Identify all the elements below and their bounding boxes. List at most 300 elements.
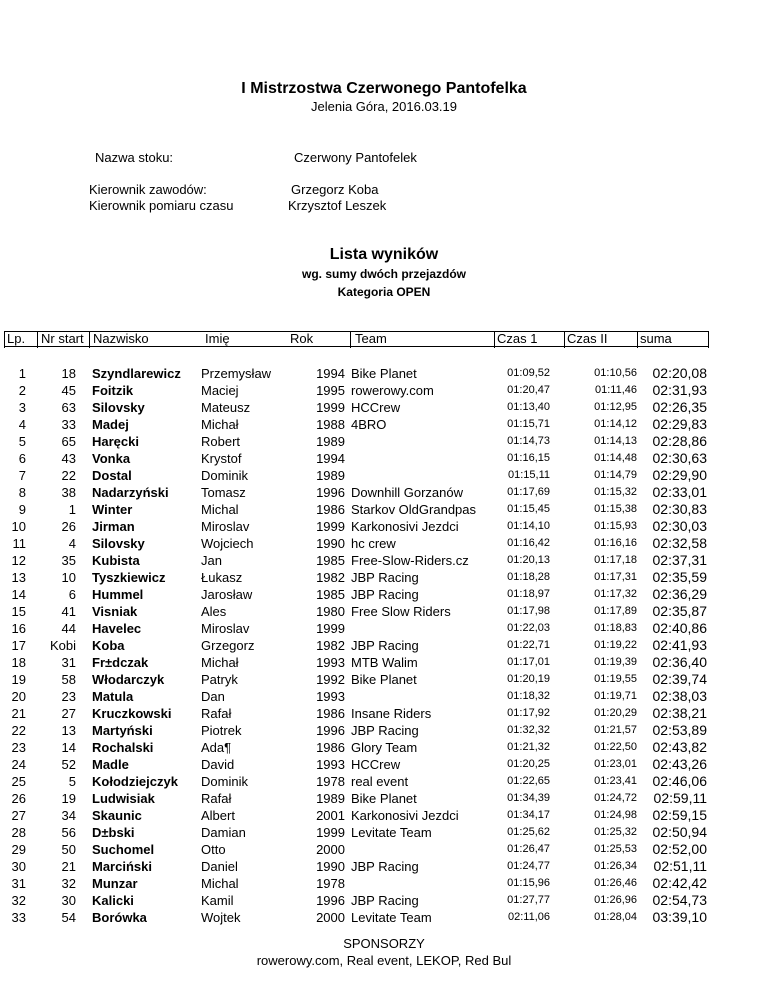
cell-rok: 1993 [316, 689, 345, 704]
col-czas1: Czas 1 [497, 331, 538, 346]
table-row [0, 518, 768, 535]
col-lp: Lp. [7, 331, 26, 346]
table-row [0, 603, 768, 620]
cell-nazwisko: Vonka [92, 451, 131, 466]
cell-team: Insane Riders [351, 706, 432, 721]
table-row [0, 722, 768, 739]
cell-czas1: 01:17,69 [507, 486, 550, 498]
cell-rok: 1985 [316, 553, 345, 568]
col-imie: Imię [205, 331, 230, 346]
cell-nr-start: 14 [61, 740, 76, 755]
cell-czas1: 01:34,39 [507, 792, 550, 804]
cell-imie: Łukasz [201, 570, 243, 585]
cell-suma: 02:29,83 [652, 416, 707, 432]
cell-lp: 33 [11, 910, 26, 925]
cell-nazwisko: Hummel [92, 587, 144, 602]
cell-nr-start: 31 [61, 655, 76, 670]
cell-czas2: 01:21,57 [594, 724, 637, 736]
cell-czas2: 01:19,55 [594, 673, 637, 685]
table-row [0, 501, 768, 518]
cell-imie: David [201, 757, 235, 772]
table-row [0, 467, 768, 484]
table-row [0, 892, 768, 909]
cell-czas1: 01:24,77 [507, 860, 550, 872]
cell-czas2: 01:17,32 [594, 588, 637, 600]
cell-nazwisko: Madle [92, 757, 129, 772]
cell-czas1: 01:17,98 [507, 605, 550, 617]
cell-czas2: 01:14,48 [594, 452, 637, 464]
category-label: Kategoria OPEN [337, 285, 431, 299]
table-row [0, 654, 768, 671]
cell-suma: 02:31,93 [652, 382, 707, 398]
table-row [0, 620, 768, 637]
cell-nazwisko: Martyński [92, 723, 153, 738]
cell-czas1: 01:27,77 [507, 894, 550, 906]
cell-czas2: 01:24,98 [594, 809, 637, 821]
cell-czas2: 01:14,13 [594, 435, 637, 447]
cell-czas2: 01:15,38 [594, 503, 637, 515]
cell-nr-start: 58 [61, 672, 76, 687]
cell-czas2: 01:12,95 [594, 401, 637, 413]
cell-imie: Rafał [201, 706, 232, 721]
cell-czas1: 01:22,71 [507, 639, 550, 651]
cell-czas2: 01:10,56 [594, 367, 637, 379]
cell-nr-start: 43 [61, 451, 76, 466]
cell-suma: 02:59,15 [652, 807, 707, 823]
table-row [0, 858, 768, 875]
cell-rok: 1985 [316, 587, 345, 602]
cell-imie: Piotrek [201, 723, 242, 738]
cell-team: HCCrew [351, 400, 401, 415]
cell-lp: 17 [11, 638, 26, 653]
cell-czas2: 01:26,34 [594, 860, 637, 872]
cell-team: hc crew [351, 536, 396, 551]
page-title: I Mistrzostwa Czerwonego Pantofelka [241, 80, 527, 97]
cell-lp: 2 [18, 383, 26, 398]
cell-suma: 03:39,10 [652, 909, 707, 925]
cell-rok: 1993 [316, 757, 345, 772]
cell-suma: 02:39,74 [652, 671, 707, 687]
cell-nazwisko: Havelec [92, 621, 142, 636]
cell-czas2: 01:26,96 [594, 894, 637, 906]
cell-imie: Daniel [201, 859, 238, 874]
cell-imie: Miroslav [201, 621, 250, 636]
cell-lp: 4 [18, 417, 26, 432]
cell-nr-start: 27 [61, 706, 76, 721]
cell-nazwisko: Ludwisiak [92, 791, 155, 806]
cell-team: Bike Planet [351, 672, 417, 687]
table-row [0, 569, 768, 586]
cell-czas2: 01:26,46 [594, 877, 637, 889]
cell-nr-start: 56 [61, 825, 76, 840]
cell-nazwisko: Tyszkiewicz [92, 570, 166, 585]
cell-imie: Otto [201, 842, 226, 857]
cell-czas1: 01:13,40 [507, 401, 550, 413]
header-divider [708, 331, 709, 348]
cell-suma: 02:38,21 [652, 705, 707, 721]
cell-team: JBP Racing [351, 893, 419, 908]
cell-imie: Damian [201, 825, 246, 840]
cell-nr-start: 21 [61, 859, 76, 874]
cell-czas1: 01:15,45 [507, 503, 550, 515]
cell-czas2: 01:24,72 [594, 792, 637, 804]
cell-nazwisko: Foitzik [92, 383, 134, 398]
cell-imie: Przemysław [201, 366, 272, 381]
cell-rok: 1994 [316, 451, 345, 466]
cell-nr-start: 52 [61, 757, 76, 772]
cell-lp: 32 [11, 893, 26, 908]
cell-nr-start: 22 [61, 468, 76, 483]
cell-suma: 02:30,03 [652, 518, 707, 534]
cell-nr-start: 1 [68, 502, 76, 517]
col-nazwisko: Nazwisko [93, 331, 149, 346]
cell-czas2: 01:15,32 [594, 486, 637, 498]
cell-rok: 1993 [316, 655, 345, 670]
cell-czas1: 01:15,96 [507, 877, 550, 889]
cell-lp: 31 [11, 876, 26, 891]
cell-imie: Mateusz [201, 400, 251, 415]
cell-nr-start: 54 [61, 910, 76, 925]
cell-lp: 6 [18, 451, 26, 466]
cell-czas2: 01:19,71 [594, 690, 637, 702]
cell-nazwisko: Munzar [92, 876, 138, 891]
cell-nr-start: 41 [61, 604, 76, 619]
cell-rok: 1982 [316, 638, 345, 653]
cell-czas1: 01:09,52 [507, 367, 550, 379]
cell-lp: 10 [11, 519, 26, 534]
cell-lp: 22 [11, 723, 26, 738]
col-nr-start: Nr start [41, 331, 84, 346]
cell-nr-start: 65 [61, 434, 76, 449]
cell-czas1: 01:20,47 [507, 384, 550, 396]
cell-lp: 13 [11, 570, 26, 585]
cell-suma: 02:38,03 [652, 688, 707, 704]
cell-rok: 1996 [316, 893, 345, 908]
cell-nazwisko: Visniak [92, 604, 138, 619]
header-divider [494, 331, 495, 348]
table-row [0, 773, 768, 790]
cell-team: JBP Racing [351, 587, 419, 602]
cell-nazwisko: Fr±dczak [92, 655, 149, 670]
cell-imie: Krystof [201, 451, 242, 466]
cell-czas2: 01:28,04 [594, 911, 637, 923]
cell-czas1: 01:26,47 [507, 843, 550, 855]
header-divider [4, 331, 5, 348]
cell-czas2: 01:17,18 [594, 554, 637, 566]
cell-czas1: 01:16,42 [507, 537, 550, 549]
table-row [0, 790, 768, 807]
cell-rok: 2001 [316, 808, 345, 823]
cell-nazwisko: D±bski [92, 825, 135, 840]
cell-czas1: 01:17,92 [507, 707, 550, 719]
cell-nr-start: 23 [61, 689, 76, 704]
cell-czas2: 01:25,53 [594, 843, 637, 855]
cell-imie: Maciej [201, 383, 239, 398]
cell-czas1: 02:11,06 [507, 911, 550, 923]
cell-suma: 02:36,40 [652, 654, 707, 670]
cell-nr-start: Kobi [49, 638, 76, 653]
cell-team: Bike Planet [351, 791, 417, 806]
cell-lp: 25 [11, 774, 26, 789]
timing-value: Krzysztof Leszek [288, 198, 387, 213]
cell-team: Glory Team [351, 740, 418, 755]
cell-lp: 14 [11, 587, 26, 602]
cell-suma: 02:43,26 [652, 756, 707, 772]
cell-nr-start: 32 [61, 876, 76, 891]
cell-imie: Wojtek [201, 910, 241, 925]
header-divider [37, 331, 38, 348]
cell-team: Free-Slow-Riders.cz [351, 553, 469, 568]
cell-imie: Albert [201, 808, 235, 823]
table-row [0, 535, 768, 552]
cell-czas1: 01:20,13 [507, 554, 550, 566]
cell-imie: Jan [201, 553, 222, 568]
cell-lp: 23 [11, 740, 26, 755]
cell-team: Free Slow Riders [351, 604, 451, 619]
cell-rok: 1996 [316, 485, 345, 500]
cell-nazwisko: Matula [92, 689, 134, 704]
table-row [0, 807, 768, 824]
cell-team: Starkov OldGrandpas [351, 502, 477, 517]
cell-nazwisko: Dostal [92, 468, 132, 483]
cell-rok: 1999 [316, 621, 345, 636]
cell-rok: 1982 [316, 570, 345, 585]
sponsors-title: SPONSORZY [343, 936, 425, 951]
cell-suma: 02:37,31 [652, 552, 707, 568]
cell-rok: 1990 [316, 536, 345, 551]
cell-suma: 02:40,86 [652, 620, 707, 636]
cell-nazwisko: Borówka [92, 910, 147, 925]
cell-czas2: 01:18,83 [594, 622, 637, 634]
cell-imie: Ales [201, 604, 227, 619]
cell-suma: 02:35,59 [652, 569, 707, 585]
cell-czas2: 01:19,39 [594, 656, 637, 668]
cell-rok: 1999 [316, 825, 345, 840]
cell-czas1: 01:20,25 [507, 758, 550, 770]
cell-team: Bike Planet [351, 366, 417, 381]
cell-suma: 02:30,83 [652, 501, 707, 517]
cell-rok: 1989 [316, 434, 345, 449]
table-row [0, 484, 768, 501]
cell-czas1: 01:25,62 [507, 826, 550, 838]
cell-suma: 02:46,06 [652, 773, 707, 789]
cell-imie: Grzegorz [201, 638, 255, 653]
col-team: Team [355, 331, 387, 346]
cell-suma: 02:41,93 [652, 637, 707, 653]
cell-nr-start: 5 [68, 774, 76, 789]
cell-nazwisko: Silovsky [92, 400, 145, 415]
cell-team: JBP Racing [351, 570, 419, 585]
header-divider [637, 331, 638, 348]
cell-nazwisko: Suchomel [92, 842, 155, 857]
header-divider [350, 331, 351, 348]
table-row [0, 552, 768, 569]
director-label: Kierownik zawodów: [89, 182, 207, 197]
cell-nazwisko: Rochalski [92, 740, 154, 755]
cell-team: Levitate Team [351, 910, 432, 925]
cell-nazwisko: Haręcki [92, 434, 139, 449]
cell-nazwisko: Szyndlarewicz [92, 366, 181, 381]
cell-lp: 19 [11, 672, 26, 687]
cell-nazwisko: Marciński [92, 859, 152, 874]
cell-lp: 15 [11, 604, 26, 619]
cell-lp: 3 [18, 400, 26, 415]
cell-nr-start: 45 [61, 383, 76, 398]
cell-lp: 16 [11, 621, 26, 636]
director-value: Grzegorz Koba [291, 182, 379, 197]
cell-team: rowerowy.com [351, 383, 434, 398]
table-row [0, 637, 768, 654]
cell-czas2: 01:20,29 [594, 707, 637, 719]
cell-czas2: 01:17,89 [594, 605, 637, 617]
cell-czas2: 01:19,22 [594, 639, 637, 651]
cell-czas2: 01:23,01 [594, 758, 637, 770]
cell-team: Levitate Team [351, 825, 432, 840]
table-row [0, 688, 768, 705]
cell-nazwisko: Silovsky [92, 536, 145, 551]
cell-rok: 1986 [316, 740, 345, 755]
cell-lp: 8 [18, 485, 26, 500]
cell-lp: 30 [11, 859, 26, 874]
cell-nazwisko: Winter [92, 502, 133, 517]
table-row [0, 841, 768, 858]
cell-suma: 02:20,08 [652, 365, 707, 381]
cell-suma: 02:30,63 [652, 450, 707, 466]
cell-czas1: 01:14,73 [507, 435, 550, 447]
cell-lp: 24 [11, 757, 26, 772]
cell-lp: 11 [12, 536, 26, 551]
cell-rok: 1986 [316, 502, 345, 517]
table-row [0, 433, 768, 450]
cell-nr-start: 35 [61, 553, 76, 568]
cell-czas2: 01:14,79 [594, 469, 637, 481]
table-header [0, 331, 768, 347]
cell-suma: 02:52,00 [652, 841, 707, 857]
cell-nr-start: 10 [61, 570, 76, 585]
cell-suma: 02:26,35 [652, 399, 707, 415]
table-row [0, 382, 768, 399]
cell-czas2: 01:17,31 [594, 571, 637, 583]
table-row [0, 450, 768, 467]
cell-suma: 02:54,73 [652, 892, 707, 908]
cell-czas1: 01:34,17 [507, 809, 550, 821]
header-divider [89, 331, 90, 348]
table-row [0, 705, 768, 722]
cell-nr-start: 6 [68, 587, 76, 602]
results-title: Lista wyników [329, 246, 439, 263]
cell-czas1: 01:20,19 [507, 673, 550, 685]
cell-czas1: 01:18,97 [507, 588, 550, 600]
table-row [0, 586, 768, 603]
cell-suma: 02:50,94 [652, 824, 707, 840]
cell-rok: 1989 [316, 791, 345, 806]
header-divider [564, 331, 565, 348]
cell-suma: 02:36,29 [652, 586, 707, 602]
cell-czas2: 01:16,16 [594, 537, 637, 549]
cell-czas2: 01:15,93 [594, 520, 637, 532]
results-subtitle: wg. sumy dwóch przejazdów [301, 267, 467, 281]
cell-nr-start: 30 [61, 893, 76, 908]
cell-czas2: 01:25,32 [594, 826, 637, 838]
cell-suma: 02:29,90 [652, 467, 707, 483]
cell-czas1: 01:15,11 [507, 469, 550, 481]
cell-czas1: 01:22,65 [507, 775, 550, 787]
cell-rok: 1996 [316, 723, 345, 738]
event-location-date: Jelenia Góra, 2016.03.19 [311, 99, 457, 114]
cell-team: MTB Walim [351, 655, 418, 670]
cell-rok: 1990 [316, 859, 345, 874]
cell-lp: 7 [18, 468, 26, 483]
cell-rok: 1980 [316, 604, 345, 619]
cell-czas1: 01:21,32 [507, 741, 550, 753]
cell-czas2: 01:11,46 [594, 384, 637, 396]
cell-team: real event [351, 774, 409, 789]
cell-czas1: 01:32,32 [507, 724, 550, 736]
cell-imie: Kamil [201, 893, 234, 908]
cell-nr-start: 18 [61, 366, 76, 381]
cell-nr-start: 63 [61, 400, 76, 415]
cell-team: JBP Racing [351, 723, 419, 738]
cell-nr-start: 38 [61, 485, 76, 500]
cell-imie: Tomasz [201, 485, 246, 500]
cell-lp: 27 [11, 808, 26, 823]
slope-label: Nazwa stoku: [95, 150, 174, 165]
table-row [0, 909, 768, 926]
cell-suma: 02:59,11 [653, 790, 707, 806]
cell-nazwisko: Skaunic [92, 808, 142, 823]
cell-rok: 1989 [316, 468, 345, 483]
cell-rok: 1978 [316, 774, 345, 789]
cell-czas2: 01:23,41 [594, 775, 637, 787]
cell-team: JBP Racing [351, 859, 419, 874]
cell-imie: Rafał [201, 791, 232, 806]
cell-suma: 02:42,42 [652, 875, 707, 891]
table-row [0, 365, 768, 382]
cell-suma: 02:32,58 [652, 535, 707, 551]
cell-czas2: 01:22,50 [594, 741, 637, 753]
cell-lp: 29 [11, 842, 26, 857]
cell-czas1: 01:15,71 [507, 418, 550, 430]
cell-rok: 1999 [316, 519, 345, 534]
cell-czas1: 01:16,15 [507, 452, 550, 464]
cell-lp: 28 [11, 825, 26, 840]
cell-imie: Michal [201, 502, 239, 517]
cell-lp: 12 [11, 553, 26, 568]
cell-nr-start: 50 [61, 842, 76, 857]
cell-imie: Miroslav [201, 519, 250, 534]
sponsors-list: rowerowy.com, Real event, LEKOP, Red Bul [256, 953, 512, 968]
cell-team: HCCrew [351, 757, 401, 772]
cell-lp: 1 [18, 366, 26, 381]
cell-czas1: 01:14,10 [507, 520, 550, 532]
cell-rok: 1994 [316, 366, 345, 381]
cell-nazwisko: Kołodziejczyk [92, 774, 178, 789]
cell-nazwisko: Madej [92, 417, 129, 432]
table-row [0, 875, 768, 892]
col-suma: suma [640, 331, 672, 346]
cell-rok: 2000 [316, 910, 345, 925]
timing-label: Kierownik pomiaru czasu [89, 198, 234, 213]
cell-suma: 02:43,82 [652, 739, 707, 755]
table-row [0, 416, 768, 433]
cell-nr-start: 33 [61, 417, 76, 432]
table-row [0, 756, 768, 773]
cell-suma: 02:51,11 [653, 858, 707, 874]
cell-suma: 02:35,87 [652, 603, 707, 619]
table-row [0, 399, 768, 416]
cell-nazwisko: Nadarzyński [92, 485, 169, 500]
cell-nr-start: 4 [68, 536, 76, 551]
